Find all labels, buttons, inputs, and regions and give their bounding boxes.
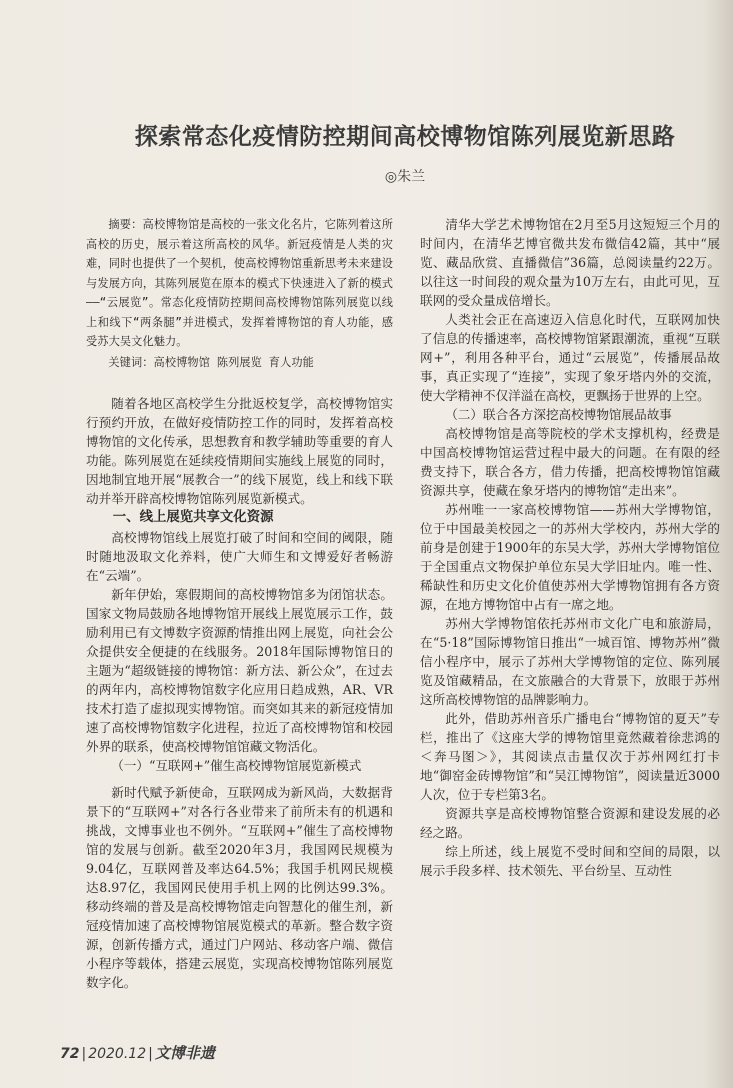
section-heading-1: 一、线上展览共享文化资源 xyxy=(112,510,274,525)
issue-date: 2020.12 xyxy=(88,1046,147,1062)
article-author: ◎朱兰 xyxy=(384,169,426,185)
keywords: 关键词：高校博物馆 陈列展览 育人功能 xyxy=(108,355,314,369)
paragraph: 人类社会正在高速迈入信息化时代，互联网加快了信息的传播速率，高校博物馆紧跟潮流，重视“互联网+”，利用各种平台，通过“云展览”，传播展品故事，真正实现了“连接”，实现了象牙塔内外的交流，使大学精神不仅洋溢在高校，更飘扬于世界的上空。 xyxy=(420,312,720,403)
abstract xyxy=(86,215,393,372)
paragraph: 新时代赋予新使命，互联网成为新风尚，大数据背景下的“互联网+”对各行各业带来了前所未有的机遇和挑战，文博事业也不例外。“互联网+”催生了高校博物馆的发展与创新。截至2020年3月，我国网民规模为9.04亿，互联网普及率达64.5%；我国手机网民规模达8.97亿，我国网民使用手机上网的比例达99.3%。移动终端的普及是高校博物馆走向智慧化的催生剂，新冠疫情加速了高校博物馆展览模式的革新。整合数字资源，创新传播方式，通过门户网站、移动客户端、微信小程序等载体，搭建云展览，实现高校博物馆陈列展览数字化。 xyxy=(86,785,393,990)
paragraph: 高校博物馆线上展览打破了时间和空间的阈限，随时随地汲取文化养料，使广大师生和文博爱好者畅游在“云端”。 xyxy=(86,530,393,583)
article-title: 探索常态化疫情防控期间高校博物馆陈列展览新思路 xyxy=(134,124,676,150)
abstract-text: 摘要：高校博物馆是高校的一张文化名片，它陈列着这所高校的历史，展示着这所高校的风华。新冠疫情是人类的灾难，同时也提供了一个契机，使高校博物馆重新思考未来建设与发展方向，其陈列展览在原本的模式下快速进入了新的模式——“云展览”。常态化疫情防控期间高校博物馆陈列展览以线上和线下“两条腿”并进模式，发挥着博物馆的育人功能，感受苏大吴文化魅力。 xyxy=(86,218,393,348)
subsection-heading-1: （一）“互联网+”催生高校博物馆展览新模式 xyxy=(111,758,362,773)
paragraph: 此外，借助苏州音乐广播电台“博物馆的夏天”专栏，推出了《这座大学的博物馆里竟然藏着徐悲鸿的＜奔马图＞》，其阅读点击量仅次于苏州网红打卡地“御窑金砖博物馆”和“吴江博物馆”，阅读量近3000人次，位于专栏第3名。 xyxy=(420,711,720,802)
page-number: 72 xyxy=(60,1046,80,1062)
paragraph: 清华大学艺术博物馆在2月至5月这短短三个月的时间内，在清华艺博官微共发布微信42篇，其中“展览、藏品欣赏、直播微信”36篇，总阅读量约22万。以往这一时间段的观众量为10万左右，由此可见，互联网的受众量成倍增长。 xyxy=(420,217,720,308)
paragraph: 高校博物馆是高等院校的学术支撑机构，经费是中国高校博物馆运营过程中最大的问题。在有限的经费支持下，联合各方，借力传播，把高校博物馆馆藏资源共享，使藏在象牙塔内的博物馆“走出来”。 xyxy=(420,426,720,498)
paragraph: 资源共享是高校博物馆整合资源和建设发展的必经之路。 xyxy=(420,806,720,840)
paragraph-intro: 随着各地区高校学生分批返校复学，高校博物馆实行预约开放，在做好疫情防控工作的同时，发挥着高校博物馆的文化传承，思想教育和教学辅助等重要的育人功能。陈列展览在延续疫情期间实施线上展览的同时，因地制宜地开展“展教合一”的线下展览，线上和线下联动并举开辟高校博物馆陈列展览新模式。 xyxy=(86,396,393,506)
paragraph: 苏州唯一一家高校博物馆——苏州大学博物馆，位于中国最美校园之一的苏州大学校内，苏州大学的前身是创建于1900年的东吴大学，苏州大学博物馆位于全国重点文物保护单位东吴大学旧址内。唯一性、稀缺性和历史文化价值使苏州大学博物馆拥有各方资源，在地方博物馆中占有一席之地。 xyxy=(420,502,720,612)
right-column xyxy=(420,215,720,880)
journal-name: 文博非遗 xyxy=(154,1044,215,1062)
paragraph: 苏州大学博物馆依托苏州市文化广电和旅游局，在“5·18”国际博物馆日推出“一城百馆、博物苏州”微信小程序中，展示了苏州大学博物馆的定位、陈列展览及馆藏精品，在文旅融合的大背景下，放眼于苏州这所高校博物馆的品牌影响力。 xyxy=(420,616,720,707)
left-column xyxy=(86,215,393,992)
paragraph: 新年伊始，寒假期间的高校博物馆多为闭馆状态。国家文物局鼓励各地博物馆开展线上展览展示工作，鼓励利用已有文博数字资源酌情推出网上展览，向社会公众提供安全便捷的在线服务。2018年国际博物馆日的主题为“超级链接的博物馆：新方法、新公众”，在过去的两年内，高校博物馆数字化应用日趋成熟，AR、VR技术打造了虚拟现实博物馆。而突如其来的新冠疫情加速了高校博物馆数字化进程，拉近了高校博物馆和校园外界的联系，使高校博物馆馆藏文物活化。 xyxy=(86,587,393,754)
page-footer: 72 | 2020.12 | 文博非遗 xyxy=(60,1044,215,1062)
paragraph: 综上所述，线上展览不受时间和空间的局限，以展示手段多样、技术领先、平台纷呈、互动性 xyxy=(420,844,720,878)
subsection-heading-2: （二）联合各方深挖高校博物馆展品故事 xyxy=(445,407,672,422)
